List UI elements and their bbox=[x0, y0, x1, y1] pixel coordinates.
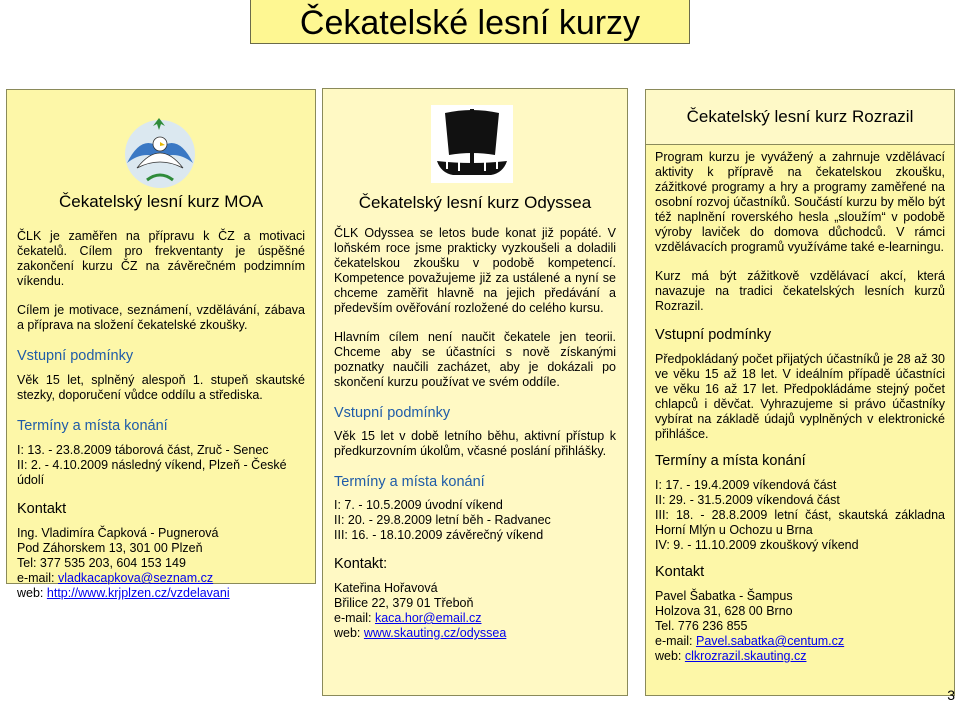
moa-contact-tel: Tel: 377 535 203, 604 153 149 bbox=[17, 556, 186, 570]
rozrazil-conditions-heading: Vstupní podmínky bbox=[655, 327, 772, 343]
page-title-box bbox=[250, 0, 690, 44]
moa-web-row: web: http://www.krjplzen.cz/vzdelavani bbox=[17, 586, 230, 600]
rozrazil-date-2: II: 29. - 31.5.2009 víkendová část bbox=[655, 493, 840, 507]
ship-logo-icon bbox=[431, 105, 513, 183]
rozrazil-date-4: IV: 9. - 11.10.2009 zkouškový víkend bbox=[655, 538, 859, 552]
odyssea-email-row: e-mail: kaca.hor@email.cz bbox=[334, 611, 482, 625]
odyssea-dates-heading: Termíny a místa konání bbox=[334, 474, 485, 490]
moa-intro-2: Cílem je motivace, seznámení, vzdělávání, zábava a příprava na složení čekatelské zkoušky. bbox=[17, 303, 305, 332]
moa-conditions-text: Věk 15 let, splněný alespoň 1. stupeň skautské stezky, doporučení vůdce oddílu a střediska. bbox=[17, 373, 305, 402]
rozrazil-title: Čekatelský lesní kurz Rozrazil bbox=[646, 90, 954, 145]
odyssea-contact-address: Břilice 22, 379 01 Třeboň bbox=[334, 596, 474, 610]
rozrazil-contact-name: Pavel Šabatka - Šampus bbox=[655, 589, 793, 603]
rozrazil-dates-heading: Termíny a místa konání bbox=[655, 453, 806, 469]
moa-conditions-heading: Vstupní podmínky bbox=[17, 348, 134, 364]
odyssea-conditions-heading: Vstupní podmínky bbox=[334, 405, 451, 421]
odyssea-date-2: II: 20. - 29.8.2009 letní běh - Radvanec bbox=[334, 513, 551, 527]
moa-contact-heading: Kontakt bbox=[17, 501, 67, 517]
odyssea-web-link[interactable]: www.skauting.cz/odyssea bbox=[363, 626, 507, 640]
rozrazil-email-link[interactable]: Pavel.sabatka@centum.cz bbox=[695, 634, 845, 648]
eagle-logo-icon bbox=[117, 108, 203, 194]
rozrazil-web-row: web: clkrozrazil.skauting.cz bbox=[655, 649, 807, 663]
rozrazil-intro-1: Program kurzu je vyvážený a zahrnuje vzdělávací aktivity k přípravě na čekatelskou zkoušku, zážitkové programy a hry a programy zaměřené na osobní rozvoj účastníků. Součástí kurzu by mělo být též naplnění roverského hesla „sloužím“ v podobě výroby laviček do domova důchodců. V rámci vzdělávacích programů využíváme také e-learningu. bbox=[655, 150, 945, 254]
odyssea-panel bbox=[322, 88, 628, 696]
odyssea-contact-heading: Kontakt: bbox=[334, 556, 388, 572]
moa-date-1: I: 13. - 23.8.2009 táborová část, Zruč - Senec bbox=[17, 443, 269, 457]
odyssea-email-link[interactable]: kaca.hor@email.cz bbox=[374, 611, 482, 625]
rozrazil-contact-heading: Kontakt bbox=[655, 564, 705, 580]
moa-email-link[interactable]: vladkacapkova@seznam.cz bbox=[57, 571, 214, 585]
rozrazil-contact-address: Holzova 31, 628 00 Brno bbox=[655, 604, 793, 618]
odyssea-date-3: III: 16. - 18.10.2009 závěrečný víkend bbox=[334, 528, 544, 542]
odyssea-contact-name: Kateřina Hořavová bbox=[334, 581, 438, 595]
rozrazil-contact-tel: Tel. 776 236 855 bbox=[655, 619, 748, 633]
rozrazil-panel bbox=[645, 89, 955, 696]
odyssea-title: Čekatelský lesní kurz Odyssea bbox=[358, 193, 592, 212]
moa-panel bbox=[6, 89, 316, 600]
odyssea-date-1: I: 7. - 10.5.2009 úvodní víkend bbox=[334, 498, 503, 512]
odyssea-intro-2: Hlavním cílem není naučit čekatele jen teorii. Chceme aby se účastníci s nově získanými poznatky naučili zacházet, aby je dokázali po skončení kurzu používat ve svém oddíle. bbox=[334, 330, 616, 389]
odyssea-conditions-text: Věk 15 let v době letního běhu, aktivní přístup k předkurzovním úkolům, včasné poslání přihlášky. bbox=[334, 429, 616, 458]
moa-contact-name: Ing. Vladimíra Čapková - Pugnerová bbox=[17, 526, 219, 540]
rozrazil-web-link[interactable]: clkrozrazil.skauting.cz bbox=[684, 649, 807, 663]
rozrazil-date-1: I: 17. - 19.4.2009 víkendová část bbox=[655, 478, 837, 492]
moa-contact-address: Pod Záhorskem 13, 301 00 Plzeň bbox=[17, 541, 203, 555]
moa-title: Čekatelský lesní kurz MOA bbox=[58, 192, 264, 211]
moa-web-link[interactable]: http://www.krjplzen.cz/vzdelavani bbox=[46, 586, 230, 600]
page-number: 3 bbox=[947, 687, 955, 703]
rozrazil-date-3: III: 18. - 28.8.2009 letní část, skautská základna Horní Mlýn u Ochozu u Brna bbox=[655, 508, 945, 537]
odyssea-web-row: web: www.skauting.cz/odyssea bbox=[334, 626, 507, 640]
rozrazil-intro-2: Kurz má být zážitkově vzdělávací akcí, která navazuje na tradici čekatelských lesních kurzů Rozrazil. bbox=[655, 269, 945, 313]
moa-dates-heading: Termíny a místa konání bbox=[17, 418, 168, 434]
moa-date-2: II: 2. - 4.10.2009 následný víkend, Plzeň - České údolí bbox=[17, 458, 287, 487]
moa-intro-1: ČLK je zaměřen na přípravu k ČZ a motivaci čekatelů. Cílem pro frekventanty je úspěšné zakončení kurzu ČZ na závěrečném podzimním víkendu. bbox=[17, 229, 305, 288]
page-title: Čekatelské lesní kurzy bbox=[299, 4, 641, 42]
moa-email-row: e-mail: vladkacapkova@seznam.cz bbox=[17, 571, 214, 585]
odyssea-intro-1: ČLK Odyssea se letos bude konat již popáté. V loňském roce jsme prakticky vyzkoušeli a doladili čekatelskou zkoušku v podobě kompetencí. Kompetence považujeme již za ustálené a nyní se chceme zaměřit hlavně na jejich předávání a především ověřování rozložené do celého kursu. bbox=[334, 226, 616, 315]
rozrazil-conditions-text: Předpokládaný počet přijatých účastníků je 28 až 30 ve věku 15 až 18 let. V ideálním případě účastníci ve věku 16 až 17 let. Předpokládáme stejný počet chlapců i děvčat. Vyhrazujeme si právo účastníky vybírat na základě údajů vyplněných v elektronické přihlášce. bbox=[655, 352, 945, 441]
rozrazil-email-row: e-mail: Pavel.sabatka@centum.cz bbox=[655, 634, 845, 648]
